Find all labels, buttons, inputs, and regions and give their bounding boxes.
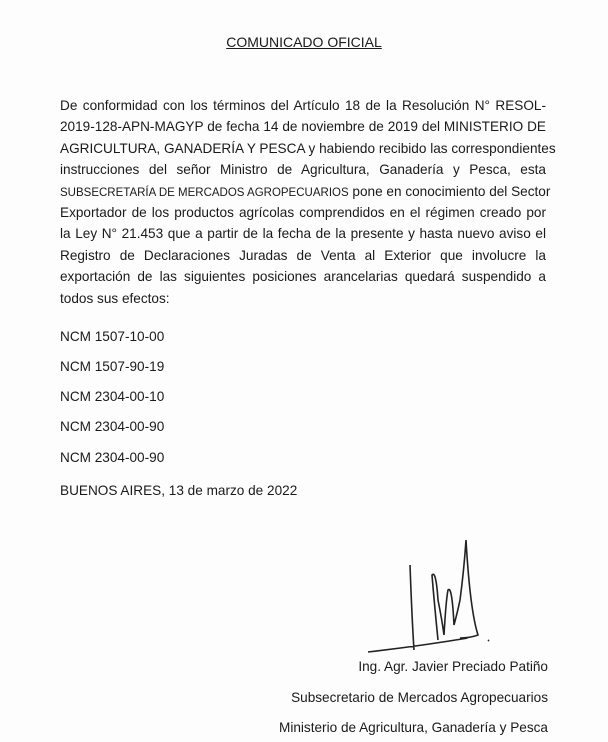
document-title: COMUNICADO OFICIAL — [226, 34, 382, 50]
paragraph-line: exportación de las siguientes posiciones arancelarias quedará suspendido a — [60, 269, 546, 285]
subsecretaria-name: SUBSECRETARÍA DE MERCADOS AGROPECUARIOS — [60, 186, 349, 199]
body-paragraph — [60, 95, 556, 309]
ncm-item: NCM 1507-10-00 — [60, 329, 165, 344]
paragraph-line: la Ley N° 21.453 que a partir de la fecha de la presente y hasta nuevo aviso el — [60, 226, 546, 242]
paragraph-line: AGRICULTURA, GANADERÍA Y PESCA y habiendo recibido las correspondientes — [60, 140, 556, 156]
ncm-item: NCM 2304-00-90 — [60, 450, 165, 465]
paragraph-line: todos sus efectos: — [60, 290, 170, 306]
paragraph-line: instrucciones del señor Ministro de Agricultura, Ganadería y Pesca, esta — [60, 162, 546, 178]
signature — [360, 540, 500, 660]
paragraph-line: 2019-128-APN-MAGYP de fecha 14 de noviembre de 2019 del MINISTERIO DE — [60, 119, 546, 135]
ncm-item: NCM 2304-00-90 — [60, 419, 165, 434]
ncm-item: NCM 1507-90-19 — [60, 359, 165, 374]
signer-ministry: Ministerio de Agricultura, Ganadería y Pesca — [279, 720, 548, 735]
signer-role: Subsecretario de Mercados Agropecuarios — [291, 690, 548, 705]
paragraph-line: De conformidad con los términos del Artículo 18 de la Resolución N° RESOL- — [60, 98, 546, 113]
paragraph-line: SUBSECRETARÍA DE MERCADOS AGROPECUARIOS pone en conocimiento del Sector — [60, 183, 551, 199]
date-line: BUENOS AIRES, 13 de marzo de 2022 — [60, 483, 298, 498]
signer-name: Ing. Agr. Javier Preciado Patiño — [358, 659, 548, 674]
paragraph-line: Registro de Declaraciones Juradas de Venta al Exterior que involucre la — [60, 247, 546, 263]
ncm-item: NCM 2304-00-10 — [60, 389, 165, 404]
paragraph-line: Exportador de los productos agrícolas comprendidos en el régimen creado por — [60, 204, 546, 220]
